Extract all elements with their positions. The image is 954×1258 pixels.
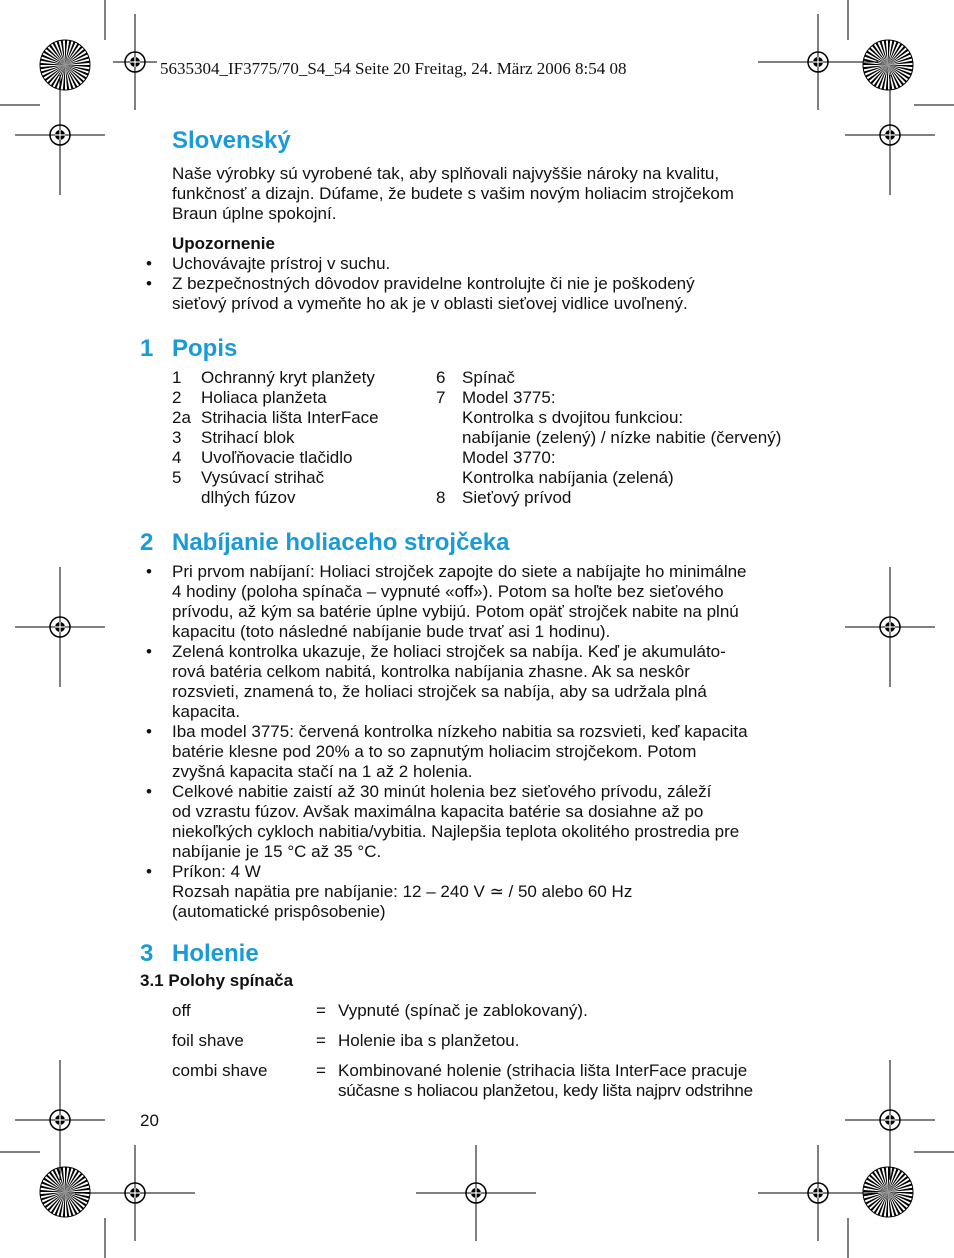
section-title: Popis <box>172 335 238 362</box>
item-label: Sieťový prívod <box>462 488 572 507</box>
list-item <box>0 862 954 922</box>
text-line: kapacita. <box>172 702 241 721</box>
item-number: 6 <box>436 368 446 387</box>
text-line: rová batéria celkom nabitá, kontrolka nabíjania zhasne. Ak sa neskôr <box>172 662 690 681</box>
item-label: nabíjanie (zelený) / nízke nabitie (červený) <box>462 428 782 447</box>
list-item <box>0 274 954 314</box>
bullet: • <box>146 562 152 581</box>
crosshair-mark <box>113 14 157 110</box>
text-line: od vzrastu fúzov. Avšak maximálna kapacita batérie sa dosiahne až po <box>172 802 704 821</box>
print-header: 5635304_IF3775/70_S4_54 Seite 20 Freitag, 24. März 2006 8:54 08 <box>160 59 627 78</box>
crosshair-mark <box>758 1145 878 1241</box>
section-title: Holenie <box>172 940 259 967</box>
list-item <box>172 468 432 488</box>
item-number: 8 <box>436 488 446 507</box>
bullet: • <box>146 722 152 741</box>
starburst-mark <box>40 1167 90 1217</box>
list-item <box>0 782 954 862</box>
item-text <box>172 274 695 314</box>
bullet: • <box>146 862 152 881</box>
text-line: Príkon: 4 W <box>172 862 261 881</box>
item-number: 2 <box>172 388 182 407</box>
text-line: Braun úplne spokojní. <box>172 204 337 223</box>
warning-list <box>0 254 954 314</box>
list-item <box>436 408 836 428</box>
item-text <box>172 782 739 862</box>
section-number: 1 <box>140 335 154 362</box>
item-number: 5 <box>172 468 182 487</box>
item-label: Ochranný kryt planžety <box>201 368 375 387</box>
text-line: rozsvieti, znamená to, že holiaci strojček sa nabíja, aby sa udržala plná <box>172 682 707 701</box>
section-title: Nabíjanie holiaceho strojčeka <box>172 529 510 556</box>
bullet: • <box>146 642 152 661</box>
item-text <box>172 862 632 922</box>
item-number: 7 <box>436 388 446 407</box>
switch-position: off <box>172 1001 191 1020</box>
text-line: Kombinované holenie (strihacia lišta InterFace pracuje <box>338 1061 748 1080</box>
item-text <box>172 562 747 642</box>
item-label: Model 3770: <box>462 448 556 467</box>
crosshair-mark <box>758 14 878 110</box>
starburst-mark <box>863 40 913 90</box>
text-line: zvyšná kapacita stačí na 1 až 2 holenia. <box>172 762 473 781</box>
crosshair-mark <box>15 75 105 195</box>
item-label: Vysúvací strihač <box>201 468 325 487</box>
warning-heading: Upozornenie <box>172 234 275 253</box>
starburst-mark <box>40 40 90 90</box>
list-item <box>172 488 432 508</box>
text-line: kapacitu (toto následné nabíjanie bude trvať asi 1 hodinu). <box>172 622 611 641</box>
section-number: 2 <box>140 529 154 556</box>
list-item <box>0 722 954 782</box>
text-line: Rozsah napätia pre nabíjanie: 12 – 240 V ≃ / 50 alebo 60 Hz <box>172 882 633 901</box>
section-number: 3 <box>140 940 154 967</box>
list-item <box>172 448 432 468</box>
text-line: batérie klesne pod 20% a to so zapnutým holiacim strojčekom. Potom <box>172 742 697 761</box>
equals-sign: = <box>316 1001 326 1020</box>
item-label: Uvoľňovacie tlačidlo <box>201 448 353 467</box>
item-label: Model 3775: <box>462 388 556 407</box>
switch-description: Holenie iba s planžetou. <box>338 1031 520 1050</box>
list-item <box>172 368 432 388</box>
text-line: Iba model 3775: červená kontrolka nízkeho nabitia sa rozsvieti, keď kapacita <box>172 722 748 741</box>
list-item <box>436 448 836 468</box>
parts-list-right <box>436 368 836 508</box>
text-line: Uchovávajte prístroj v suchu. <box>172 254 391 273</box>
switch-description: Vypnuté (spínač je zablokovaný). <box>338 1001 588 1020</box>
list-item <box>436 368 836 388</box>
text-line: Z bezpečnostných dôvodov pravidelne kontrolujte či nie je poškodený <box>172 274 695 293</box>
item-label: dlhých fúzov <box>201 488 296 507</box>
item-label: Kontrolka nabíjania (zelená) <box>462 468 674 487</box>
text-line: nabíjanie je 15 °C až 35 °C. <box>172 842 382 861</box>
page-number: 20 <box>140 1111 159 1130</box>
text-line: súčasne s holiacou planžetou, kedy lišta najprv odstrihne <box>338 1081 753 1100</box>
list-item <box>436 428 836 448</box>
text-line: Pri prvom nabíjaní: Holiaci strojček zapojte do siete a nabíjajte ho minimálne <box>172 562 747 581</box>
item-number: 4 <box>172 448 182 467</box>
item-number: 2a <box>172 408 191 427</box>
text-line: Naše výrobky sú vyrobené tak, aby splňovali najvyššie nároky na kvalitu, <box>172 164 720 183</box>
item-number: 1 <box>172 368 182 387</box>
crosshair-mark <box>845 1060 935 1180</box>
item-text <box>172 722 748 782</box>
list-item <box>436 488 836 508</box>
list-item <box>172 388 432 408</box>
item-label: Kontrolka s dvojitou funkciou: <box>462 408 684 427</box>
list-item <box>172 408 432 428</box>
bullet: • <box>146 274 152 293</box>
bullet: • <box>146 782 152 801</box>
text-line: (automatické prispôsobenie) <box>172 902 386 921</box>
parts-list-left <box>172 368 432 508</box>
item-label: Spínač <box>462 368 515 387</box>
bullet: • <box>146 254 152 273</box>
list-item <box>436 388 836 408</box>
item-number: 3 <box>172 428 182 447</box>
list-item <box>0 642 954 722</box>
crosshair-mark <box>15 1060 105 1180</box>
crosshair-mark <box>845 75 935 195</box>
item-label: Strihací blok <box>201 428 295 447</box>
text-line: 4 hodiny (poloha spínača – vypnuté «off»). Potom sa hoľte bez sieťového <box>172 582 724 601</box>
crosshair-mark <box>416 1145 536 1241</box>
item-label: Holiaca planžeta <box>201 388 327 407</box>
item-text <box>172 642 726 722</box>
starburst-mark <box>863 1167 913 1217</box>
crosshair-mark <box>75 1145 195 1241</box>
equals-sign: = <box>316 1031 326 1050</box>
text-line: niekoľkých cykloch nabitia/vybitia. Najlepšia teplota okolitého prostredia pre <box>172 822 740 841</box>
charging-list <box>0 562 954 922</box>
text-line: prívodu, až kým sa batérie úplne vybijú. Potom opäť strojček nabite na plnú <box>172 602 739 621</box>
list-item <box>0 254 954 274</box>
text-line: Celkové nabitie zaistí až 30 minút holenia bez sieťového prívodu, záleží <box>172 782 712 801</box>
list-item <box>436 468 836 488</box>
text-line: sieťový prívod a vymeňte ho ak je v oblasti sieťovej vidlice uvoľnený. <box>172 294 688 313</box>
subsection-title: 3.1 Polohy spínača <box>140 971 294 990</box>
list-item <box>172 428 432 448</box>
switch-description <box>338 1061 753 1101</box>
list-item <box>0 562 954 642</box>
page-title: Slovenský <box>172 127 291 154</box>
switch-position: combi shave <box>172 1061 268 1080</box>
equals-sign: = <box>316 1061 326 1080</box>
text-line: funkčnosť a dizajn. Dúfame, že budete s vašim novým holiacim strojčekom <box>172 184 734 203</box>
item-label: Strihacia lišta InterFace <box>201 408 379 427</box>
intro-paragraph <box>172 164 734 224</box>
text-line: Zelená kontrolka ukazuje, že holiaci strojček sa nabíja. Keď je akumuláto- <box>172 642 726 661</box>
switch-position: foil shave <box>172 1031 244 1050</box>
